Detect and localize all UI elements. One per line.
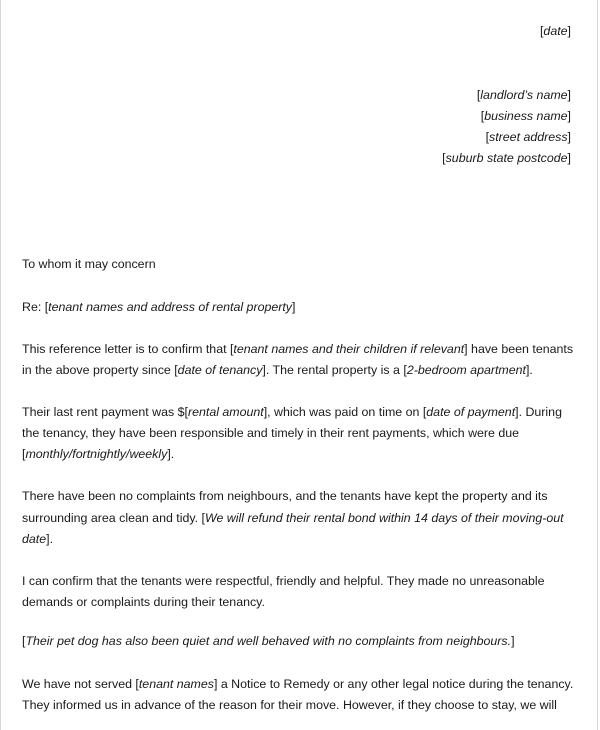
text: ]. <box>167 447 175 461</box>
suburb-state-postcode-line: [suburb state postcode] <box>442 151 571 165</box>
para3-line1: There have been no complaints from neighbours, and the tenants have kept the property and its <box>22 489 548 503</box>
text: [ <box>22 634 26 648</box>
text: ] have been tenants <box>464 342 574 356</box>
text: This reference letter is to confirm that [ <box>22 342 234 356</box>
business-name-placeholder: business name <box>484 109 568 123</box>
para4-line2: demands or complaints during their tenancy. <box>22 595 265 609</box>
para1-line1 <box>22 339 573 360</box>
para2-line2: the tenancy, they have been responsible and timely in their rent payments, which were due <box>22 426 520 440</box>
re-suffix: ] <box>292 300 296 314</box>
placeholder: 2-bedroom apartment <box>406 363 526 377</box>
placeholder: rental amount <box>187 405 264 419</box>
placeholder: date of payment <box>426 405 516 419</box>
re-line <box>22 297 295 318</box>
text: ], which was paid on time on [ <box>263 405 427 419</box>
text: Their last rent payment was $[ <box>22 405 188 419</box>
text: ]. <box>525 363 533 377</box>
placeholder: monthly/fortnightly/weekly <box>25 447 168 461</box>
text: ]. During <box>515 405 562 419</box>
placeholder: We will refund their rental bond within 14 days of their moving-out <box>205 511 564 525</box>
text: ]. The rental property is a [ <box>262 363 407 377</box>
street-address-line: [street address] <box>485 130 571 144</box>
landlord-name-line: [landlord’s name] <box>476 88 571 102</box>
para3-line2 <box>22 508 564 529</box>
para2-line1 <box>22 402 562 423</box>
para4-line1: I can confirm that the tenants were respectful, friendly and helpful. They made no unreasonable <box>22 574 545 588</box>
para5-line <box>22 631 515 652</box>
re-prefix: Re: [ <box>22 300 49 314</box>
placeholder: tenant names <box>138 677 214 691</box>
text: surrounding area clean and tidy. [ <box>22 511 205 525</box>
para2-line3 <box>22 444 174 465</box>
date-placeholder: date <box>543 24 568 38</box>
text: We have not served [ <box>22 677 139 691</box>
re-placeholder: tenant names and address of rental property <box>48 300 293 314</box>
placeholder: date <box>22 532 47 546</box>
date-line: [date] <box>539 24 571 38</box>
text: ]. <box>46 532 54 546</box>
placeholder: Their pet dog has also been quiet and well behaved with no complaints from neighbours. <box>25 634 512 648</box>
para1-line2 <box>22 360 533 381</box>
street-address-placeholder: street address <box>489 130 568 144</box>
para6-line1 <box>22 674 573 695</box>
suburb-state-postcode-placeholder: suburb state postcode <box>445 151 568 165</box>
para6-line2: They informed us in advance of the reason for their move. However, if they choose to stay, we will <box>22 698 557 712</box>
text: [ <box>22 447 26 461</box>
para3-line3 <box>22 529 53 550</box>
landlord-name-placeholder: landlord’s name <box>480 88 568 102</box>
salutation: To whom it may concern <box>22 257 156 271</box>
placeholder: tenant names and their children if relevant <box>233 342 465 356</box>
placeholder: date of tenancy <box>177 363 263 377</box>
text: ] a Notice to Remedy or any other legal notice during the tenancy. <box>213 677 574 691</box>
text: in the above property since [ <box>22 363 178 377</box>
text: ] <box>511 634 515 648</box>
business-name-line: [business name] <box>480 109 571 123</box>
